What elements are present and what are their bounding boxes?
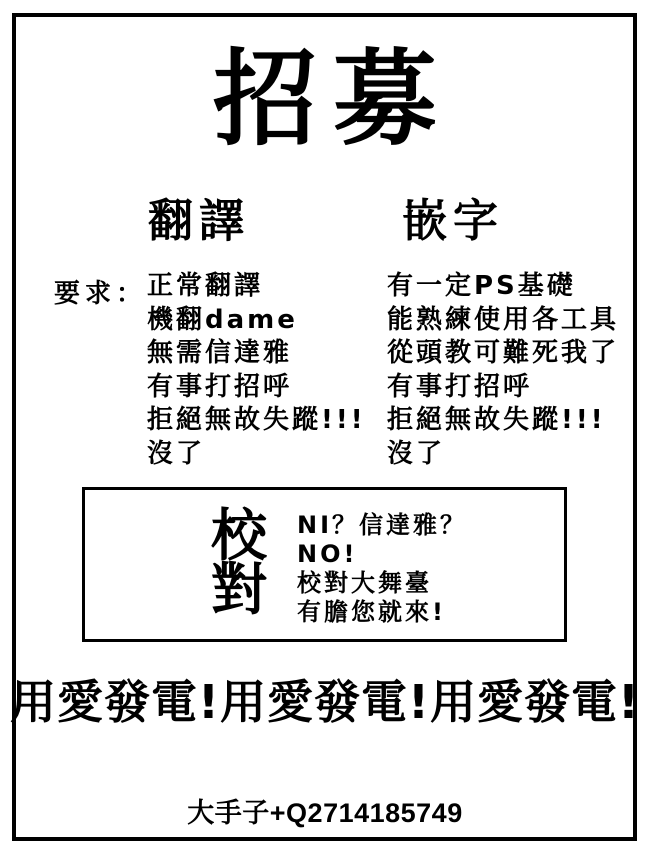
list-item: 沒了 (387, 438, 446, 469)
list-item: 拒絕無故失蹤!!! (387, 405, 606, 435)
proofreading-title (203, 504, 275, 623)
list-item: 能熟練使用各工具 (387, 304, 620, 335)
list-item: 沒了 (147, 438, 206, 469)
proofreading-title-char: 對 (211, 558, 267, 623)
list-item: 有事打招呼 (147, 371, 293, 402)
proofreading-title-char: 校 (211, 504, 267, 569)
poster-title: 招募 (212, 38, 453, 160)
proofreading-line: NO! (297, 540, 358, 568)
list-item: 有事打招呼 (387, 371, 533, 402)
list-item: 正常翻譯 (147, 271, 264, 301)
list-item: 機翻dame (147, 304, 298, 335)
requirements-label: 要求： (54, 279, 148, 309)
column-header-translation: 翻譯 (148, 194, 251, 247)
column-header-typesetting: 嵌字 (402, 194, 505, 247)
contact-footer: 大手子+Q2714185749 (187, 798, 463, 828)
proofreading-line: 有膽您就來! (297, 598, 446, 626)
proofreading-box (82, 487, 567, 642)
proofreading-text (297, 511, 467, 627)
slogan-text: 用愛發電!用愛發電!用愛發電! (10, 675, 640, 729)
proofreading-line: NI？信達雅？ (297, 511, 468, 539)
list-item: 拒絕無故失蹤!!! (147, 405, 366, 435)
list-item: 有一定PS基礎 (387, 271, 576, 301)
typesetting-requirements-list (387, 270, 619, 471)
translation-requirements-list (147, 270, 366, 471)
list-item: 無需信達雅 (147, 338, 293, 368)
proofreading-line: 校對大舞臺 (297, 569, 432, 597)
list-item: 從頭教可難死我了 (387, 338, 620, 368)
